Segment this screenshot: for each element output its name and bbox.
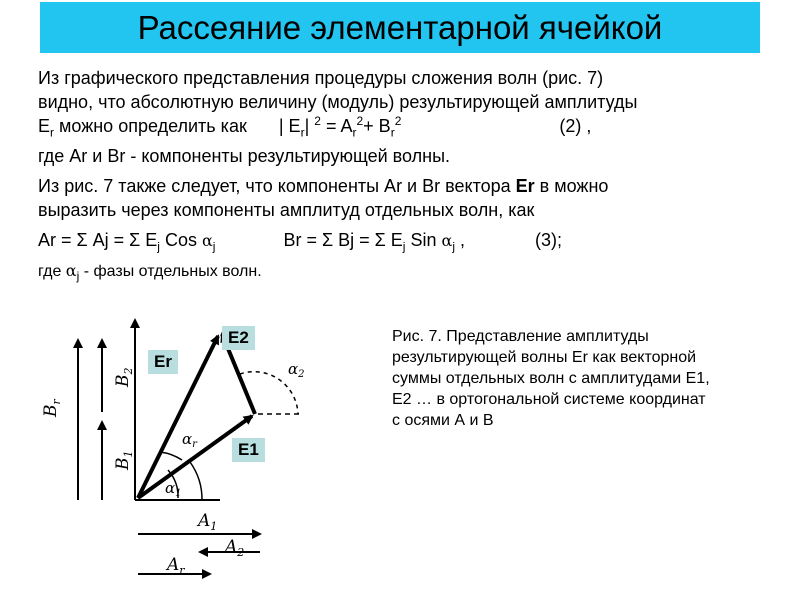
label-alpha2: $\alpha_2$	[288, 360, 305, 380]
label-br: $B_r$	[41, 399, 63, 417]
paragraph-3	[38, 174, 798, 222]
formula-2-d: + B	[363, 116, 391, 136]
body-text	[38, 66, 798, 290]
p4-a: где	[38, 263, 66, 280]
figure-caption	[392, 326, 792, 431]
formula-3-alpha-sub: j	[212, 239, 216, 254]
formula-2-b: |	[304, 116, 315, 136]
label-b2: $B_2$	[113, 367, 135, 387]
caption-line-5: с осями А и В	[392, 412, 494, 429]
p3-line2: выразить через компоненты амплитуд отдельных волн, как	[38, 200, 535, 220]
caption-line-3: суммы отдельных волн с амплитудами E1,	[392, 370, 710, 387]
vector-diagram-svg	[30, 312, 390, 600]
equation-number-2: (2) ,	[559, 116, 592, 136]
vector-diagram	[30, 312, 390, 600]
formula-3-br: Br = Σ Bj = Σ E	[283, 230, 403, 250]
equation-number-3: (3);	[535, 230, 563, 250]
arc-alpha1-tick	[190, 462, 202, 500]
formula-2-sub3: r	[390, 125, 395, 140]
label-a1: $A_1$	[198, 511, 218, 533]
label-alphar: $\alpha_r$	[182, 430, 197, 450]
formula-2-sup1: 2	[314, 114, 321, 128]
p1-line3-b: можно определить как	[54, 116, 247, 136]
p3-line1-a: Из рис. 7 также следует, что компоненты Ar и Br вектора	[38, 176, 516, 196]
formula-2-sup2: 2	[356, 114, 364, 128]
p4-alpha: α	[65, 261, 77, 280]
formula-3-ar-sub: j	[157, 239, 160, 254]
label-b1: $B_1$	[113, 450, 135, 470]
p2-text: где Ar и Br - компоненты результирующей волны.	[38, 146, 451, 166]
formula-2-sub1: r	[300, 125, 305, 140]
formula-3-alpha2: α	[441, 231, 453, 250]
paragraph-1	[38, 66, 798, 138]
paragraph-4	[38, 259, 798, 284]
p3-line1-b: в можно	[534, 176, 609, 196]
formula-3-ar: Ar = Σ Aj = Σ E	[38, 230, 158, 250]
p4-alpha-sub: j	[76, 269, 80, 284]
p3-line1-bold: Er	[515, 176, 535, 196]
p4-b: - фазы отдельных волн.	[79, 263, 262, 280]
slide-title: Рассеяние элементарной ячейкой	[137, 8, 663, 46]
arc-alphar	[160, 452, 182, 460]
formula-2-sub2: r	[352, 125, 357, 140]
formula-2-sup3: 2	[394, 114, 402, 128]
formula-2	[278, 114, 402, 140]
caption-line-2: результирующей волны Er как векторной	[392, 349, 697, 366]
label-alpha1: $\alpha_1$	[165, 479, 182, 499]
dashed-arc-alpha2	[240, 372, 298, 414]
formula-2-a: | E	[278, 116, 301, 136]
formula-3	[38, 228, 798, 253]
p1-line3-sub: r	[50, 125, 55, 140]
formula-3-alpha: α	[201, 231, 213, 250]
paragraph-2	[38, 144, 798, 168]
formula-3-end: ,	[454, 230, 465, 250]
formula-3-alpha2-sub: j	[452, 239, 455, 254]
formula-3-cos: Cos	[159, 230, 202, 250]
formula-3-sin: Sin	[405, 230, 442, 250]
p1-line1: Из графического представления процедуры сложения волн (рис. 7)	[38, 68, 604, 88]
title-bar	[40, 2, 760, 53]
label-e2: E2	[222, 326, 255, 350]
formula-3-br-sub: j	[402, 239, 406, 254]
formula-2-c: = A	[320, 116, 353, 136]
label-e1: E1	[232, 438, 265, 462]
label-ar: $A_r$	[167, 555, 185, 577]
p1-line3-a: E	[38, 116, 51, 136]
p1-line2: видно, что абсолютную величину (модуль) результирующей амплитуды	[38, 92, 638, 112]
caption-line-1: Рис. 7. Представление амплитуды	[392, 328, 649, 345]
label-a2: $A_2$	[225, 537, 245, 559]
caption-line-4: E2 … в ортогональной системе координат	[392, 391, 706, 408]
label-er: Er	[148, 350, 178, 374]
